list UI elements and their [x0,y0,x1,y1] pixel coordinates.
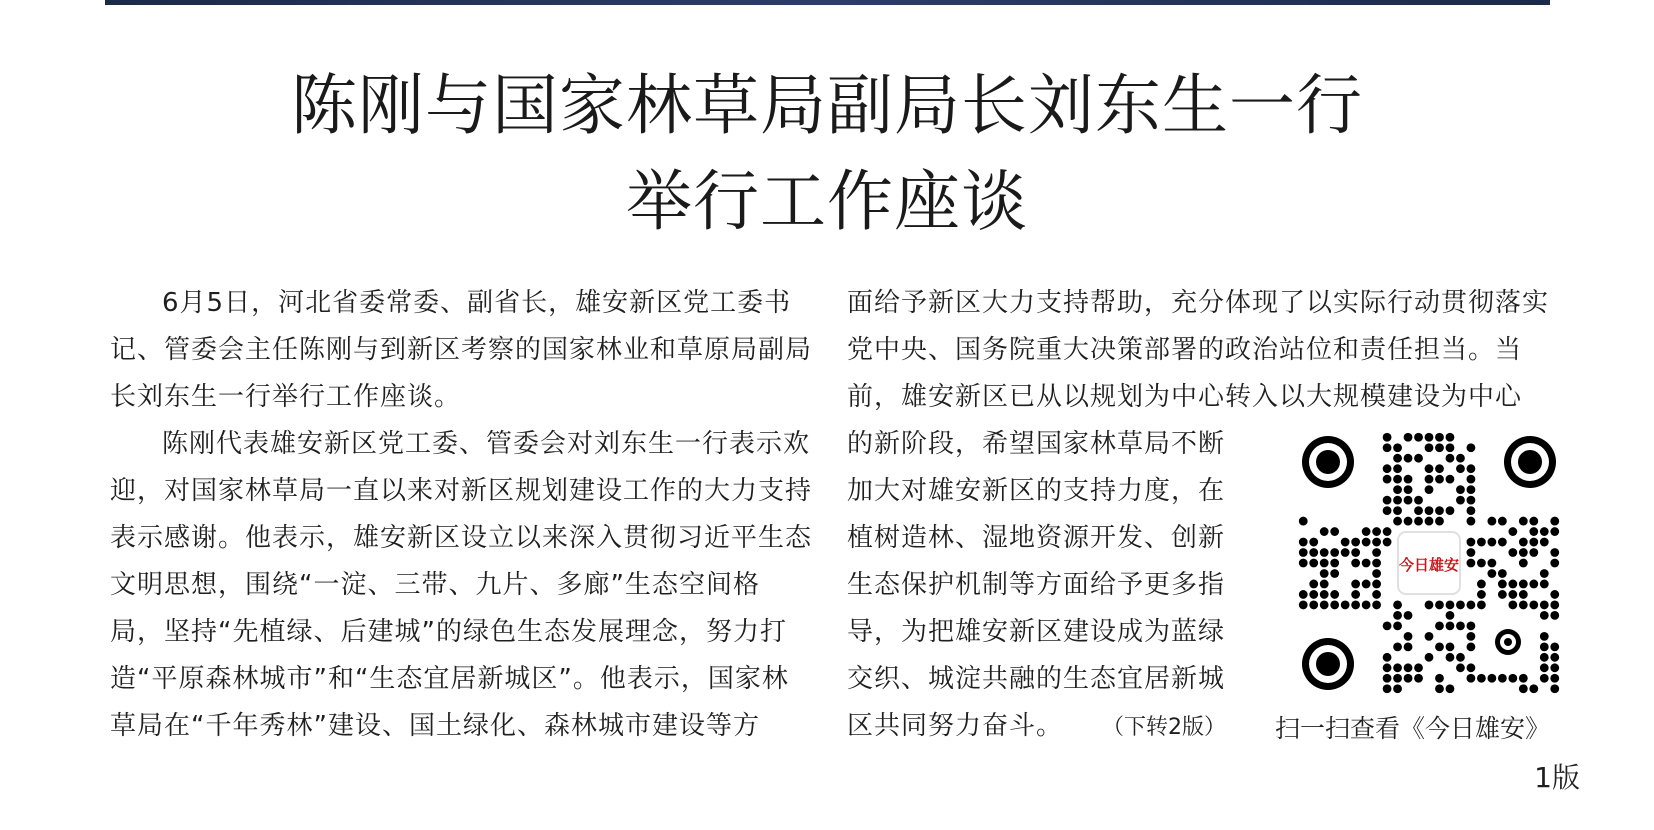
qr-module [1341,601,1350,610]
qr-module [1330,559,1339,568]
qr-module [1404,674,1413,683]
qr-module [1404,517,1413,526]
qr-module [1529,538,1538,547]
qr-module [1467,496,1476,505]
qr-module [1519,674,1528,683]
qr-module [1383,684,1392,693]
qr-module [1477,601,1486,610]
qr-module [1362,559,1371,568]
qr-module [1404,433,1413,442]
continued-note: （下转2版） [1113,715,1227,740]
qr-module [1477,559,1486,568]
qr-module [1519,590,1528,599]
qr-module [1383,653,1392,662]
qr-module [1383,506,1392,515]
qr-module [1393,485,1402,494]
qr-module [1362,527,1371,536]
qr-module [1435,475,1444,484]
qr-module [1404,611,1413,620]
qr-module [1393,663,1402,672]
qr-module [1435,674,1444,683]
qr-module [1393,684,1402,693]
qr-module [1309,580,1318,589]
qr-module [1351,601,1360,610]
qr-module [1508,674,1517,683]
qr-module [1477,538,1486,547]
qr-module [1477,674,1486,683]
qr-module [1404,632,1413,641]
qr-module [1446,506,1455,515]
qr-module [1372,548,1381,557]
qr-module [1393,496,1402,505]
qr-module [1508,590,1517,599]
qr-module [1393,674,1402,683]
qr-module [1372,590,1381,599]
qr-module [1383,538,1392,547]
qr-module [1383,464,1392,473]
top-rule [105,0,1550,5]
qr-module [1550,663,1559,672]
qr-module [1467,517,1476,526]
qr-module [1446,601,1455,610]
qr-module [1529,684,1538,693]
qr-module [1404,642,1413,651]
qr-module [1414,663,1423,672]
qr-module [1467,506,1476,515]
qr-module [1550,642,1559,651]
qr-module [1540,653,1549,662]
qr-module [1456,464,1465,473]
qr-module [1487,538,1496,547]
qr-finder-top-left [1302,436,1354,488]
qr-module [1456,663,1465,672]
qr-module [1414,506,1423,515]
qr-module [1425,464,1434,473]
article-paragraph-1: 6月5日，河北省委常委、副省长，雄安新区党工委书记、管委会主任陈刚与到新区考察的国家林业和草原局副局长刘东生一行举行工作座谈。 [110,288,813,412]
qr-module [1425,653,1434,662]
qr-alignment-mark [1495,629,1521,655]
qr-module [1383,443,1392,452]
qr-module [1299,517,1308,526]
qr-module [1446,443,1455,452]
qr-module [1372,580,1381,589]
qr-caption: 扫一扫查看《今日雄安》 [1275,714,1551,743]
qr-module [1550,601,1559,610]
qr-module [1540,663,1549,672]
qr-module [1435,684,1444,693]
qr-module [1467,485,1476,494]
qr-module [1446,642,1455,651]
qr-module [1540,642,1549,651]
qr-module [1425,601,1434,610]
qr-module [1393,464,1402,473]
qr-module [1330,601,1339,610]
qr-module [1446,433,1455,442]
qr-module [1498,538,1507,547]
qr-module [1540,580,1549,589]
qr-module [1299,538,1308,547]
qr-module [1372,538,1381,547]
qr-module [1351,559,1360,568]
qr-module [1550,527,1559,536]
article-column-right-bottom [847,421,1247,751]
qr-module [1508,580,1517,589]
qr-finder-top-right [1504,436,1556,488]
qr-module [1351,538,1360,547]
qr-module [1393,443,1402,452]
qr-module [1362,538,1371,547]
qr-module [1309,548,1318,557]
qr-module [1425,506,1434,515]
qr-module [1351,590,1360,599]
qr-module [1393,506,1402,515]
qr-module [1372,601,1381,610]
qr-module [1414,674,1423,683]
qr-module [1487,569,1496,578]
qr-module [1404,485,1413,494]
qr-module [1404,663,1413,672]
headline [0,58,1654,250]
qr-module [1320,580,1329,589]
qr-module [1467,674,1476,683]
qr-module [1309,601,1318,610]
qr-module [1351,548,1360,557]
qr-module [1372,527,1381,536]
qr-module [1456,496,1465,505]
qr-module [1519,684,1528,693]
qr-code-graphic [1298,432,1560,694]
article-paragraph-2-continuation: 面给予新区大力支持帮助，充分体现了以实际行动贯彻落实党中央、国务院重大决策部署的政治站位和责任担当。当前，雄安新区已从以规划为中心转入以大规模建设为中心 [847,288,1550,412]
qr-module [1330,590,1339,599]
qr-module [1519,559,1528,568]
qr-module [1320,559,1329,568]
qr-module [1435,443,1444,452]
qr-module [1529,517,1538,526]
qr-module [1435,433,1444,442]
qr-module [1550,674,1559,683]
article-paragraph-2: 陈刚代表雄安新区党工委、管委会对刘东生一行表示欢迎，对国家林草局一直以来对新区规划建设工作的大力支持表示感谢。他表示，雄安新区设立以来深入贯彻习近平生态文明思想，围绕“一淀、三带、九片、多廊”生态空间格局，坚持“先植绿、后建城”的绿色生态发展理念，努力打造“平原森林城市”和“生态宜居新城区”。他表示，国家林草局在“千年秀林”建设、国土绿化、森林城市建设等方 [110,429,813,741]
qr-module [1498,580,1507,589]
qr-module [1309,559,1318,568]
qr-module [1467,559,1476,568]
headline-line-1: 陈刚与国家林草局副局长刘东生一行 [291,67,1363,144]
qr-module [1425,632,1434,641]
qr-module [1498,569,1507,578]
qr-module [1383,527,1392,536]
qr-logo-text: 今日雄安 [1398,556,1460,574]
qr-module [1467,621,1476,630]
qr-module [1383,674,1392,683]
qr-module [1467,443,1476,452]
qr-module [1529,580,1538,589]
qr-module [1383,475,1392,484]
qr-module [1456,601,1465,610]
qr-module [1425,485,1434,494]
qr-module [1414,517,1423,526]
qr-module [1404,475,1413,484]
qr-module [1383,433,1392,442]
qr-module [1540,611,1549,620]
qr-module [1467,632,1476,641]
qr-module [1498,590,1507,599]
qr-module [1309,538,1318,547]
headline-line-2: 举行工作座谈 [626,163,1028,240]
qr-module [1383,496,1392,505]
article-column-right-top [847,280,1550,421]
qr-module [1446,454,1455,463]
qr-module [1320,601,1329,610]
qr-module [1320,527,1329,536]
qr-module [1498,674,1507,683]
qr-module [1299,601,1308,610]
qr-module [1456,454,1465,463]
qr-module [1393,642,1402,651]
qr-module [1435,642,1444,651]
qr-module [1393,611,1402,620]
qr-module [1425,443,1434,452]
qr-module [1393,621,1402,630]
page-number: 1版 [1534,761,1580,794]
qr-module [1362,580,1371,589]
qr-module [1404,454,1413,463]
article-paragraph-2-ending: 的新阶段，希望国家林草局不断加大对雄安新区的支持力度，在植树造林、湿地资源开发、创新生态保护机制等方面给予更多指导，为把雄安新区建设成为蓝绿交织、城淀共融的生态宜居新城区共同努力奋斗。 [847,429,1226,741]
qr-module [1435,517,1444,526]
qr-module [1425,433,1434,442]
qr-module [1519,517,1528,526]
qr-module [1487,517,1496,526]
qr-module [1519,538,1528,547]
qr-module [1362,601,1371,610]
qr-module [1550,653,1559,662]
qr-module [1383,621,1392,630]
qr-module [1320,590,1329,599]
qr-module [1477,580,1486,589]
qr-module [1540,601,1549,610]
qr-module [1456,653,1465,662]
qr-module [1446,475,1455,484]
qr-module [1467,548,1476,557]
qr-module [1540,674,1549,683]
qr-module [1309,590,1318,599]
qr-code[interactable] [1298,432,1560,694]
qr-module [1435,621,1444,630]
qr-module [1393,517,1402,526]
qr-module [1550,684,1559,693]
qr-finder-bottom-left [1302,638,1354,690]
qr-module [1456,621,1465,630]
qr-module [1550,559,1559,568]
qr-module [1550,590,1559,599]
qr-module [1550,517,1559,526]
qr-module [1414,454,1423,463]
qr-module [1414,496,1423,505]
qr-module [1487,674,1496,683]
qr-module [1487,559,1496,568]
qr-module [1320,569,1329,578]
qr-module [1467,663,1476,672]
qr-module [1467,475,1476,484]
qr-module [1467,601,1476,610]
qr-module [1435,506,1444,515]
article-column-left [110,280,813,750]
qr-module [1341,538,1350,547]
qr-module [1519,580,1528,589]
qr-module [1393,601,1402,610]
qr-module [1446,611,1455,620]
qr-module [1550,548,1559,557]
qr-module [1435,464,1444,473]
qr-module [1320,548,1329,557]
qr-module [1467,642,1476,651]
qr-module [1393,454,1402,463]
qr-module [1529,548,1538,557]
qr-module [1508,527,1517,536]
qr-module [1529,527,1538,536]
qr-module [1550,611,1559,620]
qr-module [1435,601,1444,610]
qr-module [1519,548,1528,557]
qr-module [1519,601,1528,610]
qr-module [1351,580,1360,589]
qr-module [1341,548,1350,557]
qr-module [1477,590,1486,599]
qr-module [1446,653,1455,662]
qr-module [1372,569,1381,578]
qr-module [1446,621,1455,630]
qr-module [1498,517,1507,526]
qr-module [1467,464,1476,473]
qr-module [1540,527,1549,536]
qr-module [1330,548,1339,557]
qr-module [1446,684,1455,693]
qr-module [1330,569,1339,578]
qr-module [1540,538,1549,547]
qr-module [1540,632,1549,641]
qr-module [1508,548,1517,557]
qr-module [1330,527,1339,536]
qr-module [1299,548,1308,557]
qr-module [1299,590,1308,599]
qr-module [1529,601,1538,610]
qr-module [1299,559,1308,568]
qr-module [1414,433,1423,442]
qr-module [1372,559,1381,568]
qr-module [1425,475,1434,484]
qr-module [1456,485,1465,494]
qr-module [1383,663,1392,672]
qr-module [1467,538,1476,547]
qr-module [1404,496,1413,505]
qr-module [1508,601,1517,610]
qr-module [1393,475,1402,484]
qr-module [1540,569,1549,578]
qr-module [1425,517,1434,526]
